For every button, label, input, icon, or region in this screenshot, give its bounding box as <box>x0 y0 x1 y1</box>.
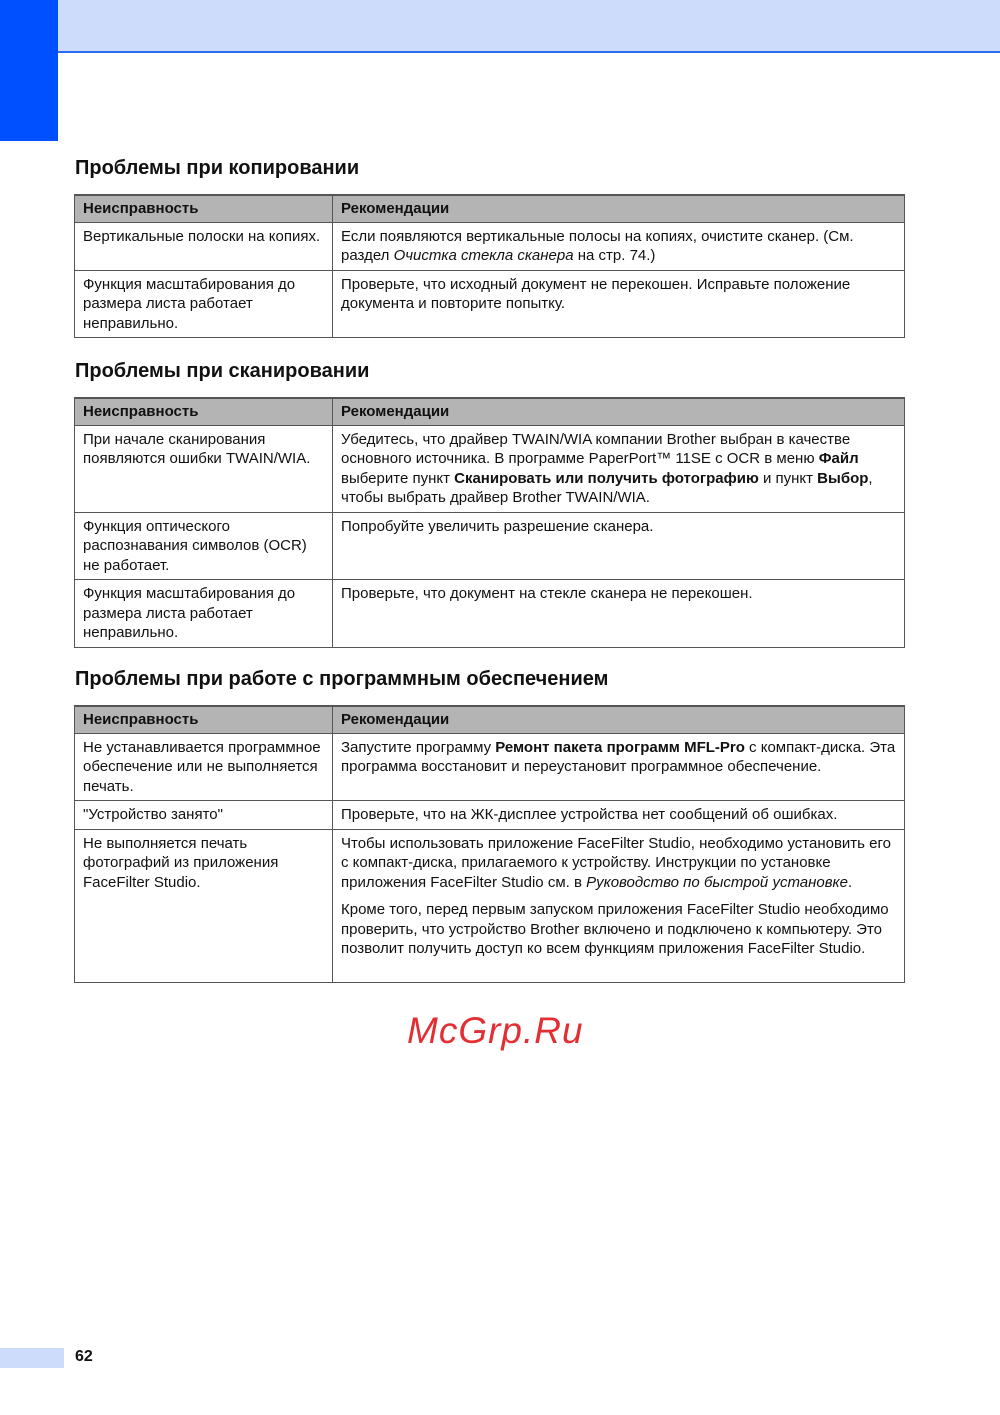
software-table <box>74 705 905 983</box>
table-row <box>75 512 905 580</box>
problem-cell: Функция масштабирования до размера листа работает неправильно. <box>75 270 333 338</box>
col-recommendation: Рекомендации <box>333 398 905 425</box>
recommendation-cell: Запустите программу Ремонт пакета программ MFL-Pro с компакт-диска. Эта программа восстановит и переустановит программное обеспечение. <box>333 733 905 801</box>
table-row <box>75 580 905 648</box>
recommendation-cell: Чтобы использовать приложение FaceFilter Studio, необходимо установить его с компакт-диска, прилагаемого к устройству. Инструкции по установке приложения FaceFilter Studio см. в Руководство по быстрой установке. Кроме того, перед первым запуском приложения FaceFilter Studio необходимо проверить, что устройство Brother включено и подключено к компьютеру. Это позволит получить доступ ко всем функциям приложения FaceFilter Studio. <box>333 829 905 982</box>
section-title-copy: Проблемы при копировании <box>75 157 360 179</box>
problem-cell: "Устройство занято" <box>75 801 333 830</box>
problem-cell: Вертикальные полоски на копиях. <box>75 222 333 270</box>
table-row <box>75 425 905 512</box>
problem-cell: Функция масштабирования до размера листа работает неправильно. <box>75 580 333 648</box>
chapter-tab <box>0 0 58 141</box>
problem-cell: Не устанавливается программное обеспечение или не выполняется печать. <box>75 733 333 801</box>
page-number: 62 <box>75 1348 93 1365</box>
table-row <box>75 829 905 982</box>
table-row <box>75 270 905 338</box>
problem-cell: Функция оптического распознавания символов (OCR) не работает. <box>75 512 333 580</box>
header-band <box>0 0 1000 53</box>
recommendation-cell: Если появляются вертикальные полосы на копиях, очистите сканер. (См. раздел Очистка стекла сканера на стр. 74.) <box>333 222 905 270</box>
scan-table <box>74 397 905 648</box>
table-header <box>75 195 905 222</box>
problem-cell: При начале сканирования появляются ошибки TWAIN/WIA. <box>75 425 333 512</box>
col-recommendation: Рекомендации <box>333 195 905 222</box>
col-problem: Неисправность <box>75 195 333 222</box>
problem-cell: Не выполняется печать фотографий из приложения FaceFilter Studio. <box>75 829 333 982</box>
page-number-bar <box>0 1348 64 1368</box>
col-problem: Неисправность <box>75 398 333 425</box>
recommendation-cell: Убедитесь, что драйвер TWAIN/WIA компании Brother выбран в качестве основного источника. В программе PaperPort™ 11SE с OCR в меню Файл выберите пункт Сканировать или получить фотографию и пункт Выбор, чтобы выбрать драйвер Brother TWAIN/WIA. <box>333 425 905 512</box>
table-row <box>75 733 905 801</box>
recommendation-cell: Проверьте, что на ЖК-дисплее устройства нет сообщений об ошибках. <box>333 801 905 830</box>
col-recommendation: Рекомендации <box>333 706 905 733</box>
recommendation-cell: Попробуйте увеличить разрешение сканера. <box>333 512 905 580</box>
table-row <box>75 222 905 270</box>
recommendation-cell: Проверьте, что исходный документ не перекошен. Исправьте положение документа и повторите попытку. <box>333 270 905 338</box>
watermark: McGrp.Ru <box>407 1010 584 1051</box>
col-problem: Неисправность <box>75 706 333 733</box>
recommendation-cell: Проверьте, что документ на стекле сканера не перекошен. <box>333 580 905 648</box>
copy-table <box>74 194 905 338</box>
table-header <box>75 398 905 425</box>
table-row <box>75 801 905 830</box>
section-title-software: Проблемы при работе с программным обеспечением <box>75 668 609 690</box>
table-header <box>75 706 905 733</box>
section-title-scan: Проблемы при сканировании <box>75 360 370 382</box>
